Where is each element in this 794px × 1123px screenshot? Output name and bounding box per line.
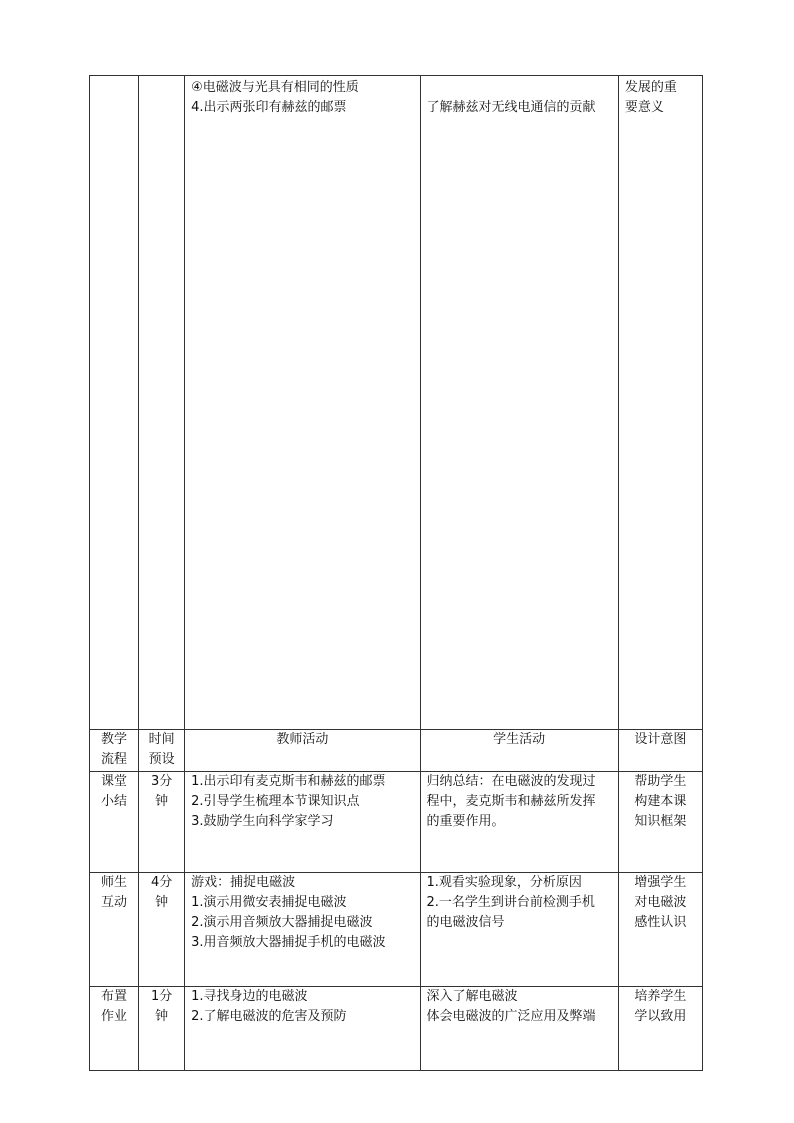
time-line: 钟 bbox=[155, 1009, 169, 1024]
teacher-line: 2.了解电磁波的危害及预防 bbox=[191, 1009, 347, 1024]
header-time-line: 预设 bbox=[148, 752, 175, 767]
process-line: 小结 bbox=[101, 794, 128, 809]
process-line: 布置 bbox=[101, 989, 128, 1004]
table-row bbox=[90, 873, 703, 987]
student-line: 体会电磁波的广泛应用及弊端 bbox=[426, 1009, 596, 1024]
teacher-line: 3.鼓励学生向科学家学习 bbox=[191, 814, 334, 829]
teacher-activity-cell bbox=[185, 772, 420, 873]
header-time-line: 时间 bbox=[148, 732, 175, 747]
intent-line: 构建本课 bbox=[634, 794, 687, 809]
design-intent-cell bbox=[618, 76, 702, 730]
teacher-line: 1.演示用微安表捕捉电磁波 bbox=[191, 895, 347, 910]
teacher-activity-cell bbox=[185, 873, 420, 987]
student-line: 了解赫兹对无线电通信的贡献 bbox=[426, 100, 596, 115]
intent-line: 帮助学生 bbox=[634, 774, 687, 789]
table-row bbox=[90, 987, 703, 1071]
teacher-activity-cell bbox=[185, 76, 420, 730]
intent-line: 增强学生 bbox=[634, 875, 687, 890]
student-line: 的电磁波信号 bbox=[426, 915, 505, 930]
design-intent-cell bbox=[618, 873, 702, 987]
teacher-line: 3.用音频放大器捕捉手机的电磁波 bbox=[191, 935, 386, 950]
time-cell bbox=[139, 987, 185, 1071]
time-line: 4分 bbox=[150, 875, 173, 890]
process-line: 师生 bbox=[101, 875, 128, 890]
intent-line: 要意义 bbox=[624, 100, 664, 115]
student-line: 归纳总结：在电磁波的发现过 bbox=[426, 774, 596, 789]
student-line: 深入了解电磁波 bbox=[426, 989, 518, 1004]
intent-line: 发展的重 bbox=[624, 80, 677, 95]
header-teacher: 教师活动 bbox=[185, 730, 420, 772]
teacher-activity-cell bbox=[185, 987, 420, 1071]
process-cell bbox=[90, 873, 139, 987]
time-cell bbox=[139, 873, 185, 987]
time-line: 钟 bbox=[155, 895, 169, 910]
header-process-line: 流程 bbox=[101, 752, 128, 767]
process-cell bbox=[90, 987, 139, 1071]
teacher-line: 2.引导学生梳理本节课知识点 bbox=[191, 794, 360, 809]
teacher-line: 4.出示两张印有赫兹的邮票 bbox=[191, 100, 347, 115]
time-cell bbox=[139, 772, 185, 873]
intent-line: 感性认识 bbox=[634, 915, 687, 930]
continuation-row bbox=[90, 76, 703, 730]
student-line: 的重要作用。 bbox=[426, 814, 505, 829]
student-line: 程中，麦克斯韦和赫兹所发挥 bbox=[426, 794, 596, 809]
teacher-line: ④电磁波与光具有相同的性质 bbox=[191, 80, 359, 95]
design-intent-cell bbox=[618, 987, 702, 1071]
teacher-line: 游戏：捕捉电磁波 bbox=[191, 875, 296, 890]
process-cell bbox=[90, 772, 139, 873]
design-intent-cell bbox=[618, 772, 702, 873]
process-line: 互动 bbox=[101, 895, 128, 910]
time-line: 钟 bbox=[155, 794, 169, 809]
intent-line: 培养学生 bbox=[634, 989, 687, 1004]
teacher-line: 1.出示印有麦克斯韦和赫兹的邮票 bbox=[191, 774, 386, 789]
header-student: 学生活动 bbox=[420, 730, 618, 772]
header-row bbox=[90, 730, 703, 772]
header-process bbox=[90, 730, 139, 772]
lesson-plan-table bbox=[89, 75, 703, 1071]
student-activity-cell bbox=[420, 76, 618, 730]
intent-line: 学以致用 bbox=[634, 1009, 687, 1024]
time-line: 1分 bbox=[150, 989, 173, 1004]
header-intent: 设计意图 bbox=[618, 730, 702, 772]
time-line: 3分 bbox=[150, 774, 173, 789]
time-cell bbox=[139, 76, 185, 730]
student-line: 1.观看实验现象，分析原因 bbox=[426, 875, 582, 890]
intent-line: 知识框架 bbox=[634, 814, 687, 829]
student-activity-cell bbox=[420, 987, 618, 1071]
intent-line: 对电磁波 bbox=[634, 895, 687, 910]
teacher-line: 2.演示用音频放大器捕捉电磁波 bbox=[191, 915, 373, 930]
process-line: 作业 bbox=[101, 1009, 128, 1024]
process-cell bbox=[90, 76, 139, 730]
table-row bbox=[90, 772, 703, 873]
header-process-line: 教学 bbox=[101, 732, 128, 747]
process-line: 课堂 bbox=[101, 774, 128, 789]
student-activity-cell bbox=[420, 772, 618, 873]
student-line: 2.一名学生到讲台前检测手机 bbox=[426, 895, 595, 910]
header-time bbox=[139, 730, 185, 772]
teacher-line: 1.寻找身边的电磁波 bbox=[191, 989, 308, 1004]
student-activity-cell bbox=[420, 873, 618, 987]
